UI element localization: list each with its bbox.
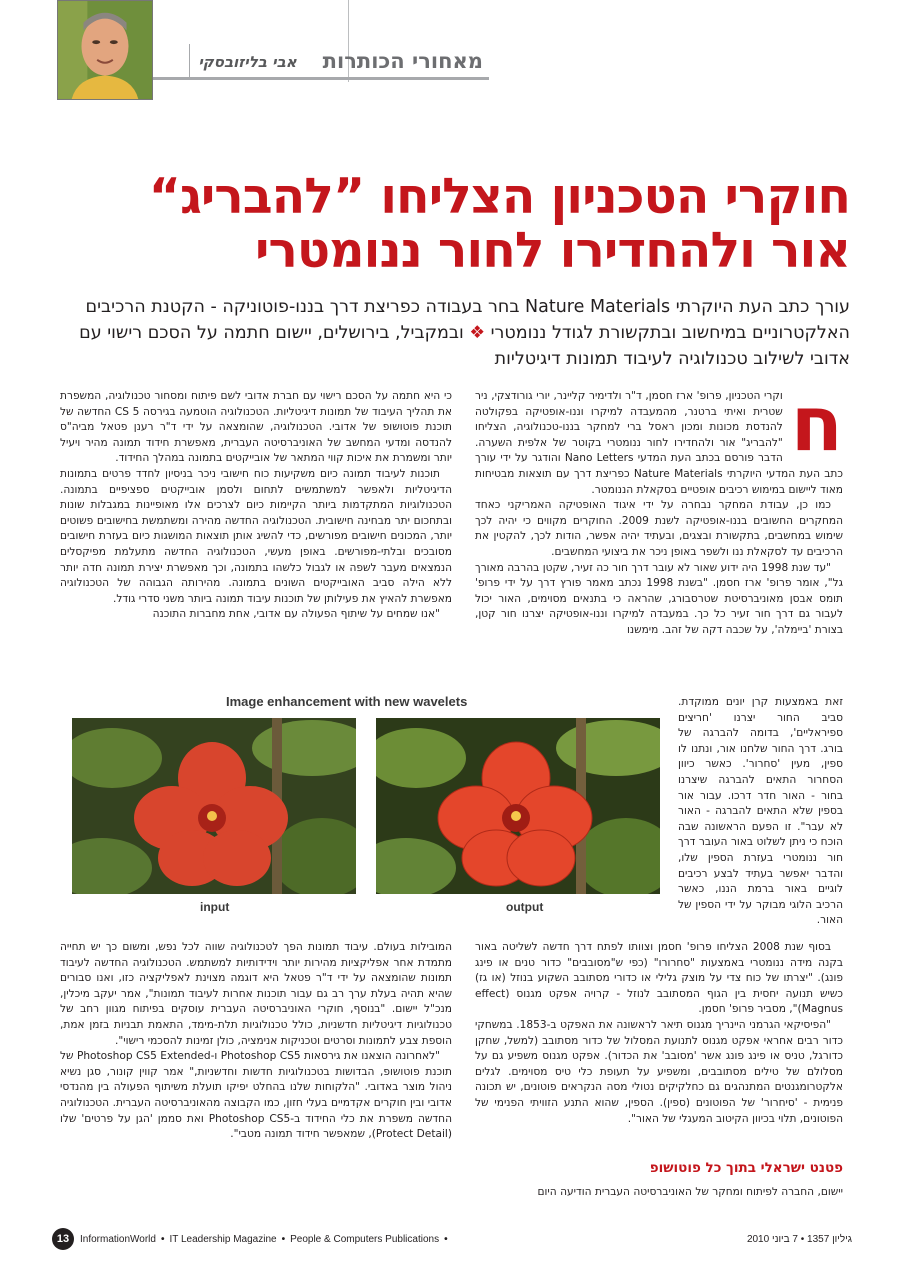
footer-publication-3: People & Computers Publications xyxy=(290,1233,440,1245)
body-paragraph: בסוף שנת 2008 הצליחו פרופ' חסמן וצוותו לפתח דרך חדשה לשליטה באור בקנה מידה ננומטרי באמצעות "סחרורו" (כפי ש"מסובבים" כדור טנים או פינג פונג). "יצרתו של כוח צדי על מוצק גלילי או כדורי מסתובב השקוע בנוזל (או גז) כשיש תנועה יחסית בין הגוף המסתובב לנוזל - קרויה אפקט מגנוס (effect Magnus)", מסביר פרופ' חסמן. xyxy=(475,941,843,1016)
body-paragraph: המובילות בעולם. עיבוד תמונות הפך לטכנולוגיה שווה לכל נפש, ומשום כך יש תחייה מתמדת אחר אפליקציות מהירות יותר וידידותיות למשתמש. הטכנולוגיה החדשה לעיבוד תמונות שהומצאה על ידי ד"ר פטאל היא דוגמה מצוינת לאפליקציה כזו, ואנו סבורים שהיא תהיה בעלת ערך רב גם עבור תוכנות אחרות לעיבוד תמונות", אמר יעקב מיכלין, מנכ"ל יישום. "בנוסף, חוקרי האוניברסיטה העברית עוסקים בפיתוח מגוון רחב של טכנולוגיות דיגיטליות חדשניות, כולל טכנולוגיות תלת-מימד, התאמת תבניות בזמן אמת, הוספת צבע לתמונות וסרטים וטכניקות אנימציה, כולן זמינות להסכמי רישוי". xyxy=(60,941,452,1047)
author-name: אבי בליזובסקי xyxy=(189,44,304,77)
body-paragraph: וקרי הטכניון, פרופ' ארז חסמן, ד"ר ולדימיר קליינר, יורי גורודצקי, ניר שטרית ואיתי ברטנר, מהמעבדה למיקרו וננו-אופטיקה בפקולטה להנדסת מכונות ומכון ראסל ברי למחקר בננו-טכנולוגיה, הצליחו "להבריג" אור ולהחדירו לחור ננומטרי בקוטר של אלפית השערה. הדבר פורסם בכתב העת המדעי Nano Letters והודגר על ידי עורך כתב העת המדעי היוקרתי Nature Materials כפריצת דרך עם תוצאות מבטיחות מאוד ליישום במימוש רכיבים אופטיים בסקאלת הננומטר. xyxy=(475,390,843,496)
figure-output-image xyxy=(376,718,660,894)
diamond-separator-icon: ❖ xyxy=(469,323,486,343)
headline-line-1: חוקרי הטכניון הצליחו ”להבריג“ xyxy=(148,168,850,225)
article-headline xyxy=(60,170,850,278)
body-paragraph: "לאחרונה הוצאנו את גירסאות Photoshop CS5 ו-Photoshop CS5 Extended של תוכנת פוטושופ, הבדושות בטכנולוגיות חדשות וחדשניות," אמר קווין קונור, סגן נשיא ניהול מוצר באדובי. "הלקוחות שלנו בהחלט יפיקו תועלת משיתוף הפעולה בין מהנדסי אדובי ובין חוקרים אקדמיים בעלי חזון, כמו הקבוצה מהאוניברסיטה העברית. הטכנולוגיה החדשה משפרת את כלי החידוד ב-Photoshop CS5 ואת סממן 'הגן על פרטים' שלו (Protect Detail), שמאפשר חידוד תמונה מטבי". xyxy=(60,1050,452,1141)
body-column-left-top xyxy=(60,389,452,683)
footer-publication-1: InformationWorld xyxy=(80,1233,156,1245)
body-paragraph: "הפיסיקאי הגרמני היינריך מגנוס תיאר לראשונה את האפקט ב-1853. במשחקי כדור רבים אחראי אפקט מגנוס לתנועת המסלול של כדור מסתובב (למשל, שחקן כדורגל, טניס או פינג פונג אשר 'מסובב' את הכדור). אפקט מגנוס משפיע גם על מסלולם של טילים מסתובבים, ומשפיע על תעופת כלי טיס מסוימים. לגלים אלקטרומגנטים המתנהגים גם כחלקיקים נטולי מסה הנקראים פוטונים, יש תכונה פנימית - 'סיחרור' של הפוטונים (ספין). הספין, שהוא התנע הזוויתי הפנימי של הפוטונים, תלוי בכיוון הקיטוב המעגלי של האור". xyxy=(475,1018,843,1125)
section-subhead: פטנט ישראלי בתוך כל פוטושופ xyxy=(649,1160,843,1176)
body-column-left-bottom xyxy=(60,940,452,1205)
deck-part-1: עורך כתב העת היוקרתי Nature Materials בחר בעבודה כפריצת דרך בננו-פוטוניקה - הקטנת הרכיבים האלקטרוניים במיחשוב ובתקשורת לגודל ננומטרי xyxy=(85,297,850,343)
figure-input-image xyxy=(72,718,356,894)
page-number: 13 xyxy=(52,1228,74,1250)
deck-part-2: ובמקביל, בירושלים, יישום חתמה על הסכם רישוי עם אדובי לשילוב טכנולוגיה לעיבוד תמונות דיגיטליות xyxy=(79,323,850,369)
page-footer xyxy=(52,1226,852,1252)
headline-line-2: אור ולהחדירו לחור ננומטרי xyxy=(254,222,850,279)
footer-publication-2: IT Leadership Magazine xyxy=(169,1233,277,1245)
author-portrait xyxy=(58,1,152,99)
body-paragraph: "אנו שמחים על שיתוף הפעולה עם אדובי, אחת מחברות התוכנה xyxy=(152,608,440,621)
footer-bullet: • xyxy=(281,1233,286,1245)
footer-issue-date: גיליון 1357 • 7 ביוני 2010 xyxy=(746,1233,852,1245)
image-enhancement-figure xyxy=(60,690,668,930)
section-subhead-text: יישום, החברה לפיתוח ומחקר של האוניברסיטה העברית הודיעה היום xyxy=(537,1186,843,1198)
hibiscus-flower-icon xyxy=(72,718,356,894)
figure-label-output: output xyxy=(506,900,544,914)
body-paragraph: כמו כן, עבודת המחקר נבחרה על ידי איגוד האופטיקה האמריקני כאחד המחקרים החשובים בננו-אופטיקה לשנת 2009. החוקרים מקווים כי יהיה לכך שימוש במחשבים, בתקשורת ובצגים, ובעתיד יהיה אפשר, הודות לכך, להקטין את הרכיבים עד לסקאלת ננו ולשפר באופן ניכר את ביצועי המחשבים. xyxy=(475,499,843,558)
body-paragraph: "עד שנת 1998 היה ידוע שאור לא עובר דרך חור כה זעיר, שקטן בהרבה מאורך גל", אומר פרופ' ארז חסמן. "בשנת 1998 נכתב מאמר פורץ דרך על ידי פרופ' תומס אבסן מאוניברסיטת שטרסבורג, שהראה כי בתנאים מסוימים, האור יכול לעבור גם דרך חור זעיר כל כך. במעבדה למיקרו וננו-אופטיקה יצרנו חור קטן, בצורת 'ביימלה', על שכבה דקה של זהב. מימשנו xyxy=(475,561,843,636)
author-photo xyxy=(57,0,153,100)
footer-bullet: • xyxy=(160,1233,165,1245)
figure-label-input: input xyxy=(200,900,230,914)
figure-title: Image enhancement with new wavelets xyxy=(226,694,468,709)
column-header xyxy=(153,44,489,80)
column-name: מאחורי הכותרות xyxy=(322,49,483,73)
article-deck xyxy=(60,294,850,372)
body-paragraph: זאת באמצעות קרן יונים ממוקדת. סביב החור יצרנו 'חריצים ספיראליים', בדומה להברגה של בורג. דרך החור שלחנו אור, ונתנו לו ספין, מעין 'סחרור'. כאשר כיוון הסחרור התאים להברגה שיצרנו בחור - האור חדר דרכו. עבור אור בספין שלא התאים להברגה - האור לא עבר". זו הפעם הראשונה שבה הוכח כי ניתן לשלוט באור העובר דרך חור ננומטרי בעזרת הספין שלו, והדבר יאפשר בעתיד לבצע רכיבים לוגיים באור ברמת הננו, כאשר הרכיב הלוגי מבוקר על ידי הספין של האור. xyxy=(678,696,843,927)
hibiscus-flower-sharpened-icon xyxy=(376,718,660,894)
body-column-right-bottom xyxy=(475,940,843,1158)
body-paragraph: תוכנות לעיבוד תמונה כיום משקיעות כוח חישובי ניכר בניסיון לחדד פרטים בתמונות הדיגיטליות ולאפשר למשתמשים לתחום ולסמן אובייקטים ספציפיים בתמונה. הטכנולוגיות המתקדמות ביותר הקיימות כיום לצרכים אלו מאופיינות במגבלות שונות ובתחכום יתר מבחינה חישובית. הטכנולוגיה החדשה מהירה ומשתמשת בחישובים פשוטים יותר, המכונים חישובים מפורשים, כדי להשיג אותן תוצאות המושגות כיום בעזרת חישובים מסובכים ובלתי-מפורשים. באופן מעשי, הטכנולוגיה החדשה מתעלמת מפיקסלים הנמצאים מעבר לשפה או לגבול כלשהו בתמונה, וכך מאפשרת יצירת תמונה חדה יותר ללא הילה סביב האובייקטים השונים בתמונה. מהירותה הגבוהה של הטכנולוגיה מאפשרת להאיץ את פעילותן של תוכנות עיבוד תמונה ביותר משני סדרי גודל. xyxy=(60,467,452,605)
body-paragraph: כי היא חתמה על הסכם רישוי עם חברת אדובי לשם פיתוח ומסחור טכנולוגיה, המשפרת את תהליך העיבוד של תמונות דיגיטליות. הטכנולוגיה הוטמעה בגירסה CS 5 החדשה של תוכנת פוטושופ של אדובי. הטכנולוגיה, שהומצאה על ידי ד"ר רענן פטאל מביה"ס להנדסה ומדעי המחשב של האוניברסיטה העברית, מאפשרת חידוד תמונה מהיר ויעיל יותר ומשמרת את איכות קווי המתאר של אובייקטים בתמונה במהלך החידוד. xyxy=(60,390,452,465)
drop-cap: ח xyxy=(790,389,843,468)
footer-bullet: • xyxy=(444,1233,448,1245)
body-column-narrow xyxy=(678,695,843,939)
